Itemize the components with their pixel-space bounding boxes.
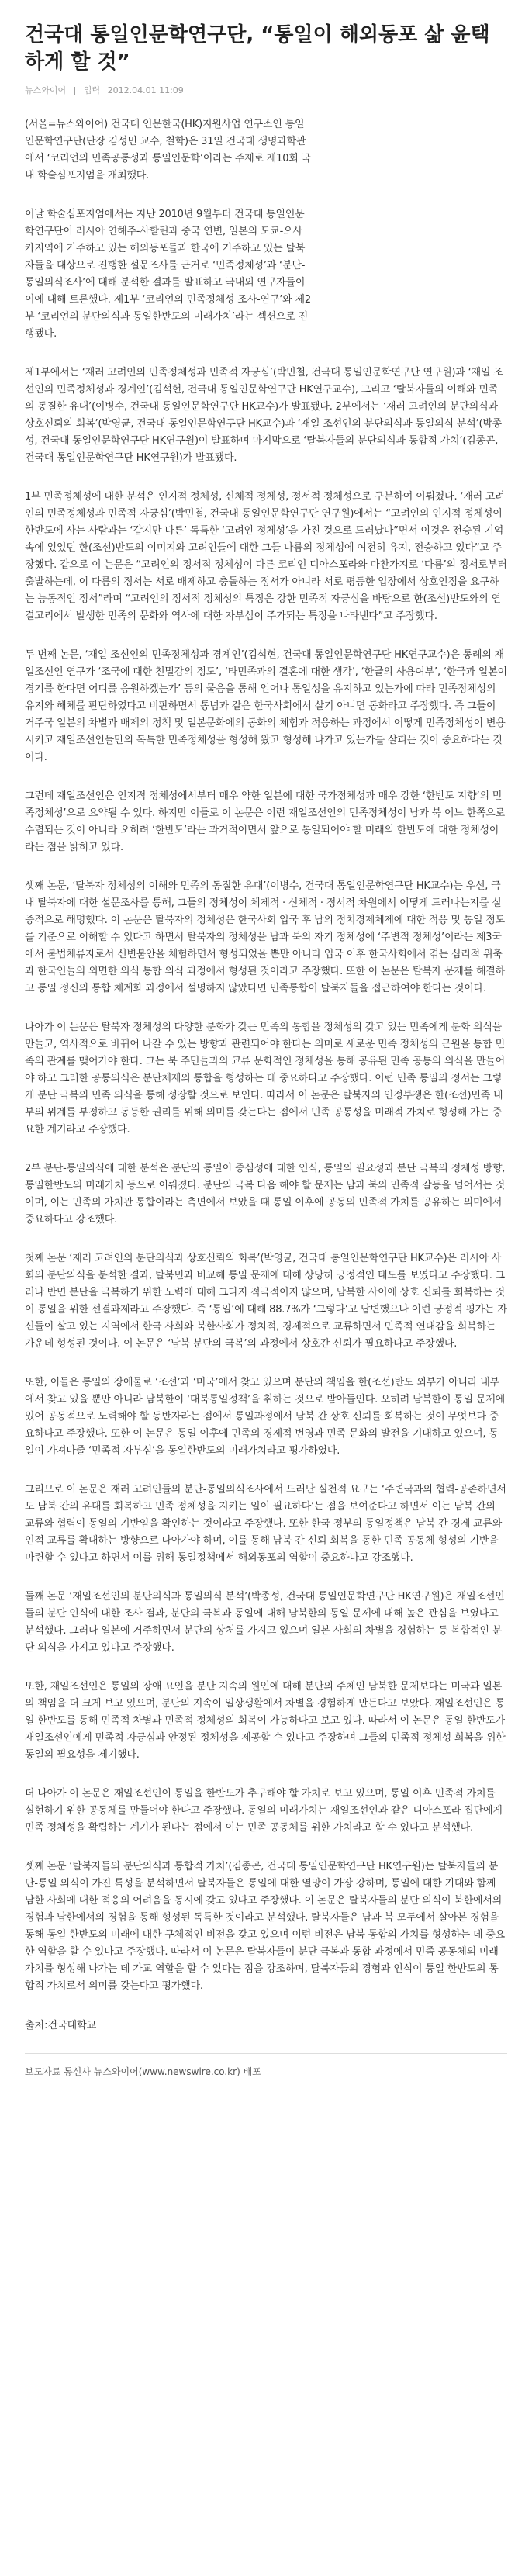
- paragraph: 나아가 이 논문은 탈북자 정체성의 다양한 분화가 갖는 민족의 통합을 정체성의 갖고 있는 민족에게 분화 의식을 만들고, 역사적으로 바뀌어 나갈 수 있는 방향과 관련되어야 한다는 의미로 새로운 민족 정체성의 근원을 통합 민족의 관계를 맺어가야 한다. 그는 북 주민들과의 교류 문화적인 정체성을 통해 공유된 민족 공통의 의식을 만들어야 하고 그러한 공통의식은 분단체제의 통합을 형성하는 데 중요하다고 주장했다. 이런 민족 통일의 정서는 그렇게 분단 극복의 민족 의식을 통해 성장할 것으로 보인다. 따라서 이 논문은 탈북자의 인정투쟁은 한(조선)민족 내부의 위계를 부정하고 동등한 권리를 위해 의미를 갖는다는 점에서 민족 공통성을 미래적 가치로 형성해 가는 중요한 계기라고 주장했다.: [25, 1022, 506, 1136]
- article-body: [25, 116, 507, 1995]
- paragraph: 또한, 재일조선인은 통일의 장애 요인을 분단 지속의 원인에 대해 분단의 주체인 남북한 문제보다는 미국과 일본의 책임을 더 크게 보고 있으며, 분단의 지속이 일상생활에서 차별을 경험하게 만든다고 보았다. 재일조선인은 통일 한반도를 통해 민족적 차별과 민족적 정체성의 회복이 가능하다고 보고 있다. 따라서 이 논문은 통일 한반도가 재일조선인에게 민족적 자긍심과 안정된 정체성을 제공할 수 있다고 주장하며 그들의 민족적 정체성 회복을 위한 통일의 필요성을 제기했다.: [25, 1681, 506, 1761]
- meta-separator: |: [73, 85, 77, 95]
- paragraph: 셋째 논문 ‘탈북자들의 분단의식과 통합적 가치’(김종곤, 건국대 통일인문학연구단 HK연구원)는 탈북자들의 분단-통일 의식이 가진 특성을 분석하면서 탈북자들은 통일에 대한 열망이 가장 강하며, 통일에 대한 기대와 함께 남한 사회에 대한 적응의 어려움을 동시에 갖고 있다고 주장했다. 이 논문은 탈북자들의 분단 의식이 북한에서의 경험과 남한에서의 경험을 통해 형성된 독특한 것이라고 분석했다. 탈북자들은 남과 북 모두에서 살아본 경험을 통해 통일 한반도의 미래에 대한 구체적인 비전을 갖고 있으며 이런 비전은 남북 통합의 가치를 형성하는 데 중요한 역할을 할 수 있다고 주장했다. 따라서 이 논문은 탈북자들이 분단 극복과 통합 과정에서 민족 공동체의 미래가치를 형성해 나가는 데 가교 역할을 할 수 있다는 점을 강조하며, 탈북자들의 경험과 인식이 통일 한반도의 통합적 가치로서 의미를 갖는다고 평가했다.: [25, 1861, 506, 1992]
- article-meta: [25, 84, 507, 96]
- paragraph: 그리므로 이 논문은 재러 고려인들의 분단-통일의식조사에서 드러난 실천적 요구는 ‘주변국과의 협력-공존하면서도 남북 간의 유대를 회복하고 민족 정체성을 지키는 일이 필요하다’는 점을 보여준다고 하면서 이는 남북 간의 교류와 협력이 통일의 기반임을 확인하는 것이라고 주장했다. 또한 한국 정부의 통일정책은 남북 간 경제 교류와 인적 교류를 확대하는 방향으로 나아가야 하며, 이를 통해 남북 간 신뢰 회복을 통한 민족 공동체 형성의 기반을 마련할 수 있다고 하면서 이를 위해 통일정책에서 해외동포의 역할이 중요하다고 강조했다.: [25, 1484, 506, 1564]
- article-source: 출처:건국대학교: [25, 2020, 97, 2031]
- date-label: 입력: [83, 85, 101, 95]
- paragraph: 제1부에서는 ‘재러 고려인의 민족정체성과 민족적 자긍심’(박민철, 건국대 통일인문학연구단 연구원)과 ‘재일 조선인의 민족정체성과 경계인’(김석현, 건국대 통일인문학연구단 HK연구교수), 그리고 ‘탈북자들의 이해와 민족의 동질한 유대’(이병수, 건국대 통일인문학연구단 HK교수)가 발표됐다. 2부에서는 ‘재러 고려인의 분단의식과 상호신뢰의 회복’(박영균, 건국대 통일인문학연구단 HK교수)과 ‘재일 조선인의 분단의식과 통일의식 분석’(박종성, 건국대 통일인문학연구단 HK연구원)이 발표하며 마지막으로 ‘탈북자들의 분단의식과 통합적 가치’(김종곤, 건국대 통일인문학연구단 HK연구원)가 발표됐다.: [25, 367, 503, 464]
- paragraph: (서울=뉴스와이어) 건국대 인문한국(HK)지원사업 연구소인 통일인문학연구단(단장 김성민 교수, 철학)은 31일 건국대 생명과학관에서 ‘코리언의 민족공통성과 통일인문학’이라는 주제로 제10회 국내 학술심포지엄을 개최했다.: [25, 119, 311, 182]
- paragraph: 그런데 재일조선인은 인지적 정체성에서부터 매우 약한 일본에 대한 국가정체성과 매우 강한 ‘한반도 지향’의 민족정체성’으로 요약될 수 있다. 하지만 이들로 이 논문은 이런 재일조선인의 민족정체성이 남과 북 어느 한쪽으로 수렴되는 것이 아니라 오히려 ‘한반도’라는 과거적이면서 앞으로 통일되어야 할 미래의 한반도에 대한 정체성이라는 점을 밝히고 있다.: [25, 790, 506, 853]
- footer-divider: [25, 2053, 507, 2054]
- paragraph: 이날 학술심포지엄에서는 지난 2010년 9월부터 건국대 통일인문학연구단이 러시아 연해주-사할린과 중국 연변, 일본의 도쿄-오사카지역에 거주하고 있는 해외동포들과 한국에 거주하고 있는 탈북자들을 대상으로 진행한 설문조사를 근거로 ‘민족정체성’과 ‘분단-통일의식조사’에 대해 분석한 결과를 발표하고 국내외 연구자들이 이에 대해 토론했다. 제1부 ‘코리언의 민족정체성 조사-연구’와 제2부 ‘코리언의 분단의식과 통일한반도의 미래가치’라는 섹션으로 진행됐다.: [25, 209, 311, 340]
- distribution-footer: 보도자료 통신사 뉴스와이어(www.newswire.co.kr) 배포: [25, 2066, 261, 2077]
- paragraph: 2부 분단-통일의식에 대한 분석은 분단의 통일이 중심성에 대한 인식, 통일의 필요성과 분단 극복의 정체성 방향, 통일한반도의 미래가치 등으로 이뤄졌다. 분단의 극복 다음 해야 할 문제는 남과 북의 민족적 갈등을 넘어서는 것이며, 이는 민족의 가치관 통합이라는 측면에서 보았을 때 통일 이후에 공동의 민족적 가치를 공유하는 의미에서 중요하다고 강조했다.: [25, 1163, 506, 1226]
- paragraph: 또한, 이들은 통일의 장애물로 ‘조선’과 ‘미국’에서 찾고 있으며 분단의 책임을 한(조선)반도 외부가 아니라 내부에서 찾고 있을 뿐만 아니라 남북한이 ‘대북통일정책’을 취하는 것으로 받아들인다. 오히려 남북한이 통일 문제에 있어 공동적으로 노력해야 할 동반자라는 점에서 통일과정에서 남북 간 상호 신뢰를 회복하는 것이 무엇보다 중요하다고 주장했다. 또한 이 논문은 통일 이후에 민족의 경제적 번영과 민족 문화의 발전을 기대하고 있으며, 통일이 가져다줄 ‘민족적 자부심’을 통일한반도의 미래가치라고 평가하였다.: [25, 1377, 506, 1457]
- author-label: 뉴스와이어: [25, 85, 67, 95]
- paragraph: 첫째 논문 ‘재러 고려인의 분단의식과 상호신뢰의 회복’(박영균, 건국대 통일인문학연구단 HK교수)은 러시아 사회의 분단의식을 분석한 결과, 탈북민과 비교해 통일 문제에 대해 상당히 긍정적인 태도를 보였다고 주장했다. 그러나 반면 분단을 극복하기 위한 노력에 대해 그다지 적극적이지 않으며, 남북한 사이에 상호 신뢰를 회복하는 것이 통일을 위한 선결과제라고 주장했다. 즉 ‘통일’에 대해 88.7%가 ‘그렇다’고 답변했으나 이런 긍정적 평가는 자신들이 살고 있는 지역에서 한국 사회와 북한사회가 정치적, 경제적으로 교류하면서 민족적 연대감을 회복하는 가운데 형성된 것이다. 이 논문은 ‘남북 분단의 극복’의 과정에서 상호간 신뢰가 필요하다고 주장했다.: [25, 1253, 507, 1350]
- paragraph: 셋째 논문, ‘탈북자 정체성의 이해와 민족의 동질한 유대’(이병수, 건국대 통일인문학연구단 HK교수)는 우선, 국내 탈북자에 대한 설문조사를 통해, 그들의 정체성이 체제적 · 신체적 · 정서적 차원에서 어떻게 드러나는지를 실증적으로 해명했다. 이 논문은 탈북자의 정체성은 한국사회 입국 후 남의 정치경제체제에 대한 적응 및 통일 정도를 기준으로 이해할 수 있다고 하면서 탈북자의 정체성을 남과 북의 자기 정체성에 ‘주변적 정체성’이라는 제3국에서 불법체류자로서 신변불안을 체험하면서 형성되었을 뿐만 아니라 입국 이후 한국사회에서 겪는 심리적 위축과 한국인들의 외면한 의식 통합 의식 과정에서 형성된 것이라고 주장했다. 또한 이 논문은 탈북자 문제를 해결하고 통일 정신의 통합 체계화 과정에서 설명하지 않았다면 민족통합이 탈북자들을 접근하여야 한다는 것이다.: [25, 880, 506, 994]
- paragraph: 둘째 논문 ‘재일조선인의 분단의식과 통일의식 분석’(박종성, 건국대 통일인문학연구단 HK연구원)은 재일조선인들의 분단 인식에 대한 조사 결과, 분단의 극복과 통일에 대해 남북한의 통일 문제에 대해 높은 관심을 보였다고 분석했다. 그러나 일본에 거주하면서 분단의 상처를 가지고 있으며 일본 사회의 차별을 경험하는 등 복합적인 분단 의식을 가지고 있다고 주장했다.: [25, 1591, 505, 1654]
- article-title: 건국대 통일인문학연구단, “통일이 해외동포 삶 윤택하게 할 것”: [25, 23, 490, 74]
- paragraph: 두 번째 논문, ‘재일 조선인의 민족정체성과 경계인’(김석현, 건국대 통일인문학연구단 HK연구교수)은 통례의 재일조선인 연구가 ‘조국에 대한 친밀감의 정도’, ‘타민족과의 결혼에 대한 생각’, ‘한글의 사용여부’, ‘한국과 일본이 경기를 한다면 어디를 응원하겠는가’ 등의 물음을 통해 얻어나 통일성을 유지하고 있는가에 따라 민족정체성의 유지와 해체를 판단하였다고 비판하면서 통념과 같은 한국사회에서 살기 아니면 동화라고 주장했다. 즉 그들이 거주국 일본의 차별과 배제의 정책 및 일본문화에의 동화의 체험과 적응하는 과정에서 어떻게 민족정체성이 변용시키고 재일조선인들만의 독특한 민족정체성을 형성해 왔고 형성해 나가고 있는가를 살피는 것이 중요하다는 것이다.: [25, 649, 507, 763]
- published-date: 2012.04.01 11:09: [107, 85, 184, 95]
- paragraph: 더 나아가 이 논문은 재일조선인이 통일을 한반도가 추구해야 할 가치로 보고 있으며, 통일 이후 민족적 가치를 실현하기 위한 공동체를 만들어야 한다고 주장했다. 통일의 미래가치는 재일조선인과 같은 디아스포라 집단에게 민족 정체성을 확립하는 계기가 된다는 점에서 이는 민족 공동체를 위한 가치라고 할 수 있다고 분석했다.: [25, 1788, 503, 1834]
- paragraph: 1부 민족정체성에 대한 분석은 인지적 정체성, 신체적 정체성, 정서적 정체성으로 구분하여 이뤄졌다. ‘재러 고려인의 민족정체성과 민족적 자긍심’(박민철, 건국대 통일인문학연구단 연구원)에서는 “고려인의 인지적 정체성이 한반도에 사는 사람과는 ‘같지만 다른’ 독특한 ‘고려인 정체성’을 가진 것으로 드러났다”면서 이것은 전승된 기억 속에 있었던 한(조선)반도의 이미지와 고려인들에 대한 그들 나름의 정체성에 여전히 유지, 전승하고 있다”고 주장했다. 같으로 이 논문은 “고려인의 정서적 정체성이 다른 코리언 디아스포라와 마찬가지로 ‘다름’의 정서로부터 출발하는데, 이 다름의 정서는 서로 배제하고 충돌하는 정서가 아니라 서로 평등한 입장에서 상호인정을 요구하는 능동적인 정서”라며 “고려인의 정서적 정체성의 특징은 강한 민족적 자긍심을 바탕으로 한(조선)반도와의 연결고리에서 발생한 민족의 문화와 역사에 대한 자부심이 주가되는 특징을 나타낸다”고 주장했다.: [25, 491, 507, 622]
